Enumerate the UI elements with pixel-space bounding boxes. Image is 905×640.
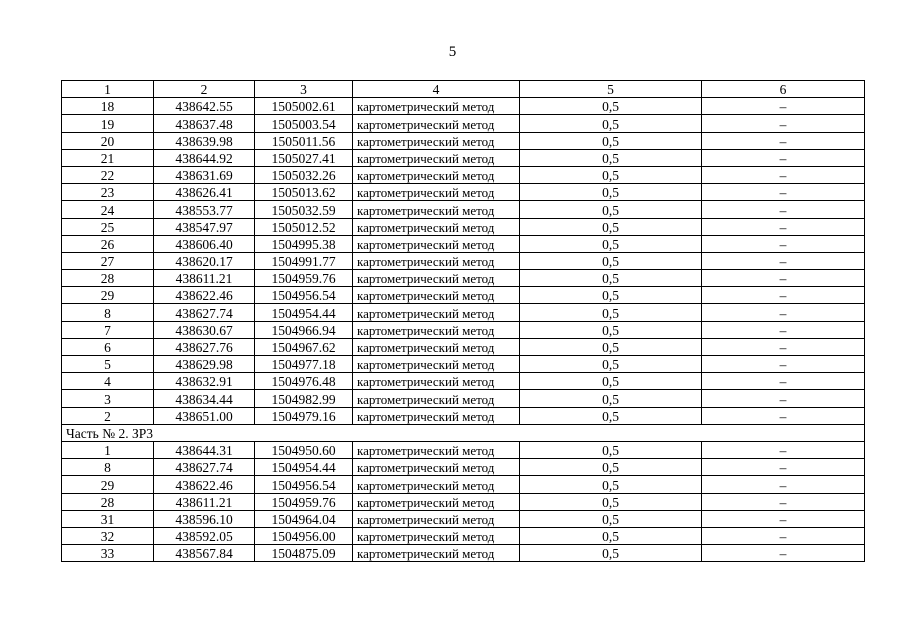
table-cell: 33	[62, 545, 154, 562]
method-cell: картометрический метод	[353, 287, 520, 304]
table-cell: 1504977.18	[255, 356, 353, 373]
table-cell: 1504991.77	[255, 252, 353, 269]
table-cell: –	[702, 338, 865, 355]
table-cell: 1	[62, 441, 154, 458]
table-cell: 438547.97	[154, 218, 255, 235]
table-cell: 0,5	[520, 527, 702, 544]
table-row	[62, 338, 865, 355]
table-cell: 1504954.44	[255, 304, 353, 321]
table-cell: 29	[62, 476, 154, 493]
table-cell: 0,5	[520, 545, 702, 562]
table-cell: –	[702, 510, 865, 527]
header-cell: 5	[520, 81, 702, 98]
table-cell: 1505012.52	[255, 218, 353, 235]
table-cell: 23	[62, 184, 154, 201]
table-cell: 438630.67	[154, 321, 255, 338]
table-cell: 28	[62, 270, 154, 287]
method-cell: картометрический метод	[353, 304, 520, 321]
table-cell: 438644.31	[154, 441, 255, 458]
table-cell: 0,5	[520, 132, 702, 149]
table-cell: 0,5	[520, 459, 702, 476]
table-header-row	[62, 81, 865, 98]
table-cell: 20	[62, 132, 154, 149]
table-cell: 0,5	[520, 476, 702, 493]
table-cell: 0,5	[520, 184, 702, 201]
table-cell: –	[702, 373, 865, 390]
table-cell: 1505032.59	[255, 201, 353, 218]
table-cell: 19	[62, 115, 154, 132]
method-cell: картометрический метод	[353, 527, 520, 544]
table-cell: –	[702, 166, 865, 183]
table-cell: –	[702, 287, 865, 304]
table-body	[62, 81, 865, 562]
table-cell: 1504954.44	[255, 459, 353, 476]
coordinates-table	[61, 80, 865, 562]
table-cell: 438631.69	[154, 166, 255, 183]
table-cell: –	[702, 441, 865, 458]
table-cell: 0,5	[520, 390, 702, 407]
table-cell: 1504967.62	[255, 338, 353, 355]
table-cell: 5	[62, 356, 154, 373]
table-cell: 0,5	[520, 149, 702, 166]
method-cell: картометрический метод	[353, 321, 520, 338]
table-cell: 25	[62, 218, 154, 235]
table-cell: 18	[62, 98, 154, 115]
table-cell: 0,5	[520, 270, 702, 287]
table-cell: 24	[62, 201, 154, 218]
table-cell: 0,5	[520, 115, 702, 132]
method-cell: картометрический метод	[353, 132, 520, 149]
table-cell: –	[702, 149, 865, 166]
header-cell: 3	[255, 81, 353, 98]
table-cell: –	[702, 493, 865, 510]
table-cell: 438622.46	[154, 476, 255, 493]
table-cell: –	[702, 184, 865, 201]
table-cell: 27	[62, 252, 154, 269]
table-cell: 1504966.94	[255, 321, 353, 338]
header-cell: 2	[154, 81, 255, 98]
method-cell: картометрический метод	[353, 338, 520, 355]
table-cell: 1504976.48	[255, 373, 353, 390]
table-cell: –	[702, 115, 865, 132]
table-cell: 438632.91	[154, 373, 255, 390]
table-cell: 0,5	[520, 407, 702, 424]
table-cell: –	[702, 545, 865, 562]
table-cell: 22	[62, 166, 154, 183]
table-cell: –	[702, 270, 865, 287]
table-cell: 8	[62, 304, 154, 321]
table-cell: 0,5	[520, 235, 702, 252]
table-cell: 0,5	[520, 373, 702, 390]
table-cell: 438611.21	[154, 270, 255, 287]
table-cell: 0,5	[520, 510, 702, 527]
table-cell: –	[702, 252, 865, 269]
table-cell: –	[702, 321, 865, 338]
table-row	[62, 252, 865, 269]
table-cell: 0,5	[520, 321, 702, 338]
table-row	[62, 510, 865, 527]
table-cell: 26	[62, 235, 154, 252]
table-cell: 0,5	[520, 166, 702, 183]
method-cell: картометрический метод	[353, 510, 520, 527]
table-row	[62, 201, 865, 218]
method-cell: картометрический метод	[353, 493, 520, 510]
method-cell: картометрический метод	[353, 545, 520, 562]
method-cell: картометрический метод	[353, 201, 520, 218]
table-cell: 7	[62, 321, 154, 338]
table-cell: 1505011.56	[255, 132, 353, 149]
table-cell: 1504982.99	[255, 390, 353, 407]
method-cell: картометрический метод	[353, 270, 520, 287]
table-cell: 0,5	[520, 218, 702, 235]
method-cell: картометрический метод	[353, 235, 520, 252]
header-cell: 4	[353, 81, 520, 98]
table-row	[62, 235, 865, 252]
table-row	[62, 356, 865, 373]
table-cell: 0,5	[520, 252, 702, 269]
table-cell: –	[702, 527, 865, 544]
table-cell: 438627.74	[154, 304, 255, 321]
table-cell: 438626.41	[154, 184, 255, 201]
table-row	[62, 527, 865, 544]
table-row	[62, 373, 865, 390]
table-row	[62, 98, 865, 115]
table-row	[62, 304, 865, 321]
table-cell: –	[702, 476, 865, 493]
table-cell: 438642.55	[154, 98, 255, 115]
table-cell: 1504995.38	[255, 235, 353, 252]
table-cell: 1504956.54	[255, 287, 353, 304]
table-cell: 8	[62, 459, 154, 476]
table-cell: 1504979.16	[255, 407, 353, 424]
table-cell: –	[702, 132, 865, 149]
table-cell: 438622.46	[154, 287, 255, 304]
table-cell: 0,5	[520, 493, 702, 510]
section-title: Часть № 2. ЗР3	[62, 424, 865, 441]
table-cell: –	[702, 304, 865, 321]
table-cell: 0,5	[520, 441, 702, 458]
table-cell: 3	[62, 390, 154, 407]
table-cell: 1505003.54	[255, 115, 353, 132]
table-cell: 0,5	[520, 98, 702, 115]
method-cell: картометрический метод	[353, 407, 520, 424]
table-cell: 438644.92	[154, 149, 255, 166]
table-cell: 6	[62, 338, 154, 355]
method-cell: картометрический метод	[353, 115, 520, 132]
table-cell: 32	[62, 527, 154, 544]
method-cell: картометрический метод	[353, 356, 520, 373]
table-cell: 31	[62, 510, 154, 527]
table-cell: 0,5	[520, 287, 702, 304]
method-cell: картометрический метод	[353, 390, 520, 407]
table-cell: –	[702, 356, 865, 373]
table-cell: 438553.77	[154, 201, 255, 218]
table-cell: 438596.10	[154, 510, 255, 527]
table-cell: 438567.84	[154, 545, 255, 562]
table-cell: 1504956.00	[255, 527, 353, 544]
table-row	[62, 218, 865, 235]
header-cell: 6	[702, 81, 865, 98]
method-cell: картометрический метод	[353, 252, 520, 269]
method-cell: картометрический метод	[353, 98, 520, 115]
method-cell: картометрический метод	[353, 184, 520, 201]
method-cell: картометрический метод	[353, 218, 520, 235]
table-cell: 0,5	[520, 201, 702, 218]
table-row	[62, 441, 865, 458]
table-row	[62, 545, 865, 562]
table-cell: 1504956.54	[255, 476, 353, 493]
table-cell: –	[702, 201, 865, 218]
table-cell: –	[702, 235, 865, 252]
table-row	[62, 321, 865, 338]
method-cell: картометрический метод	[353, 166, 520, 183]
table-row	[62, 132, 865, 149]
table-cell: 1504950.60	[255, 441, 353, 458]
table-cell: 0,5	[520, 356, 702, 373]
method-cell: картометрический метод	[353, 149, 520, 166]
table-row	[62, 184, 865, 201]
table-cell: 1504964.04	[255, 510, 353, 527]
method-cell: картометрический метод	[353, 459, 520, 476]
table-row	[62, 115, 865, 132]
table-cell: 1505032.26	[255, 166, 353, 183]
table-cell: –	[702, 390, 865, 407]
method-cell: картометрический метод	[353, 476, 520, 493]
table-cell: 1504959.76	[255, 270, 353, 287]
table-row	[62, 493, 865, 510]
table-cell: 29	[62, 287, 154, 304]
table-cell: 28	[62, 493, 154, 510]
method-cell: картометрический метод	[353, 441, 520, 458]
table-cell: 438634.44	[154, 390, 255, 407]
table-cell: –	[702, 218, 865, 235]
table-cell: 438627.76	[154, 338, 255, 355]
table-cell: 0,5	[520, 304, 702, 321]
table-cell: –	[702, 407, 865, 424]
table-row	[62, 407, 865, 424]
table-row	[62, 459, 865, 476]
table-cell: –	[702, 459, 865, 476]
table-cell: 438627.74	[154, 459, 255, 476]
table-cell: 1505013.62	[255, 184, 353, 201]
table-row	[62, 166, 865, 183]
table-cell: 438637.48	[154, 115, 255, 132]
table-cell: 4	[62, 373, 154, 390]
table-cell: 438639.98	[154, 132, 255, 149]
table-cell: 1505002.61	[255, 98, 353, 115]
header-cell: 1	[62, 81, 154, 98]
table-cell: 438629.98	[154, 356, 255, 373]
table-cell: 438651.00	[154, 407, 255, 424]
table-cell: –	[702, 98, 865, 115]
table-cell: 0,5	[520, 338, 702, 355]
method-cell: картометрический метод	[353, 373, 520, 390]
table-cell: 438606.40	[154, 235, 255, 252]
table-cell: 438611.21	[154, 493, 255, 510]
table-cell: 1505027.41	[255, 149, 353, 166]
section-row	[62, 424, 865, 441]
table-cell: 21	[62, 149, 154, 166]
table-row	[62, 390, 865, 407]
table-row	[62, 287, 865, 304]
table-row	[62, 149, 865, 166]
table-cell: 1504875.09	[255, 545, 353, 562]
table-row	[62, 476, 865, 493]
page-number: 5	[448, 44, 457, 60]
table-cell: 2	[62, 407, 154, 424]
table-cell: 438620.17	[154, 252, 255, 269]
table-row	[62, 270, 865, 287]
table-cell: 1504959.76	[255, 493, 353, 510]
table-cell: 438592.05	[154, 527, 255, 544]
